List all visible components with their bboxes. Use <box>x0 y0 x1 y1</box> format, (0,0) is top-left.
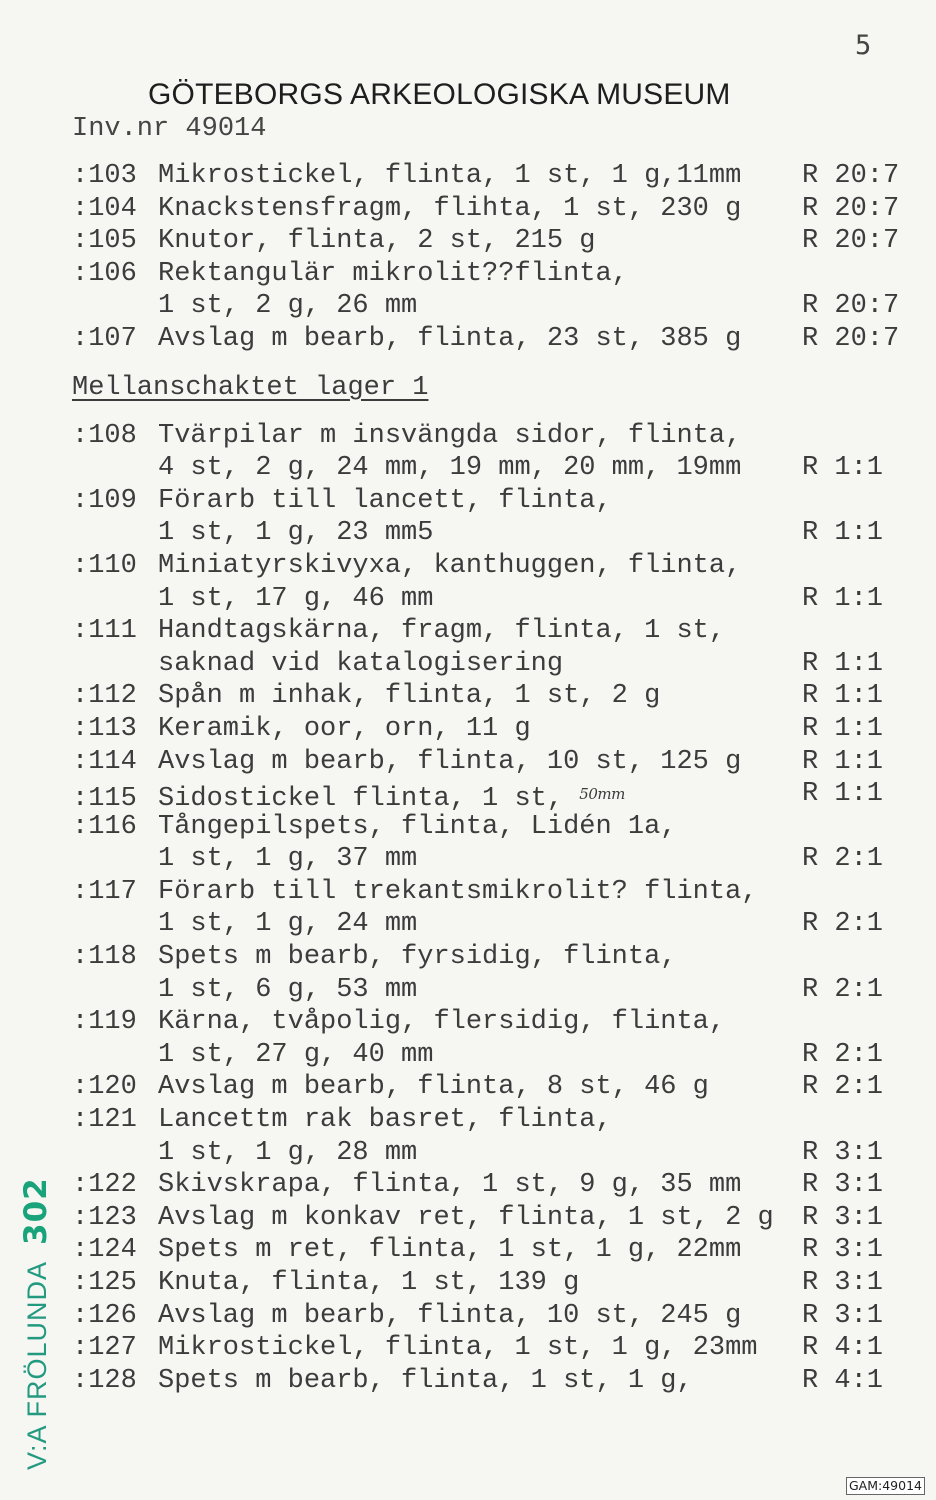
entry-line <box>72 1365 922 1398</box>
entry-number: :120 <box>72 1072 137 1103</box>
entry-line <box>72 941 922 974</box>
entry-number: :109 <box>72 485 137 516</box>
entry-location-ref: R 2:1 <box>802 909 884 940</box>
entry-location-ref: R 1:1 <box>802 779 884 810</box>
entry-description: Spets m bearb, fyrsidig, flinta, <box>158 942 677 973</box>
entry-description: 1 st, 1 g, 28 mm <box>158 1137 418 1168</box>
entry-line <box>72 778 922 815</box>
entry-number: :128 <box>72 1365 137 1396</box>
entry-number: :103 <box>72 161 137 191</box>
entry-number: :108 <box>72 420 137 451</box>
entry-line <box>72 1071 922 1104</box>
entry-line <box>72 746 922 779</box>
site-number: 302 <box>18 1177 54 1245</box>
catalog-entries <box>72 160 922 1397</box>
entry-location-ref: R 20:7 <box>802 323 900 354</box>
section-heading-text: Mellanschaktet lager 1 <box>72 372 429 403</box>
entry-number: :127 <box>72 1333 137 1364</box>
entry-location-ref: R 2:1 <box>802 1039 884 1070</box>
entry-location-ref: R 1:1 <box>802 713 884 744</box>
entry-line <box>72 1332 922 1365</box>
entry-line <box>72 1169 922 1202</box>
handwritten-note: 50mm <box>579 785 625 804</box>
entry-description: Förarb till lancett, flinta, <box>158 485 612 516</box>
entry-number: :117 <box>72 876 137 907</box>
entry-number: :122 <box>72 1170 137 1201</box>
entry-description: Förarb till trekantsmikrolit? flinta, <box>158 876 758 907</box>
section-heading <box>72 356 922 420</box>
entry-location-ref: R 1:1 <box>802 648 884 679</box>
entry-line <box>72 583 922 616</box>
site-stamp <box>18 1177 54 1470</box>
entry-location-ref: R 1:1 <box>802 453 884 484</box>
entry-number: :106 <box>72 258 137 289</box>
entry-description: Knackstensfragm, flihta, 1 st, 230 g <box>158 193 742 224</box>
entry-description: Sidostickel flinta, 1 st, <box>158 784 564 815</box>
entry-number: :118 <box>72 942 137 973</box>
entry-number: :126 <box>72 1300 137 1331</box>
entry-number: :116 <box>72 811 137 842</box>
entry-line <box>72 1104 922 1137</box>
entry-line <box>72 843 922 876</box>
inventory-number: Inv.nr 49014 <box>72 114 267 144</box>
entry-location-ref: R 4:1 <box>802 1333 884 1364</box>
entry-number: :125 <box>72 1268 137 1298</box>
entry-description: saknad vid katalogisering <box>158 648 564 679</box>
entry-number: :113 <box>72 713 137 744</box>
entry-number: :105 <box>72 226 137 257</box>
entry-number: :119 <box>72 1007 137 1038</box>
entry-description: Avslag m bearb, flinta, 10 st, 125 g <box>158 746 742 777</box>
entry-description: 4 st, 2 g, 24 mm, 19 mm, 20 mm, 19mm <box>158 453 742 484</box>
entry-location-ref: R 20:7 <box>802 193 900 224</box>
entry-location-ref: R 1:1 <box>802 583 884 614</box>
entry-line <box>72 258 922 291</box>
entry-line <box>72 1202 922 1235</box>
entry-description: Kärna, tvåpolig, flersidig, flinta, <box>158 1007 726 1038</box>
museum-title: GÖTEBORGS ARKEOLOGISKA MUSEUM <box>148 78 731 111</box>
entry-description: Rektangulär mikrolit??flinta, <box>158 258 628 289</box>
entry-line <box>72 225 922 258</box>
entry-number: :104 <box>72 193 137 224</box>
entry-line <box>72 713 922 746</box>
entry-description: Miniatyrskivyxa, kanthuggen, flinta, <box>158 550 742 581</box>
entry-number: :114 <box>72 746 137 777</box>
entry-description: 1 st, 6 g, 53 mm <box>158 974 418 1005</box>
entry-description: 1 st, 2 g, 26 mm <box>158 291 418 322</box>
entry-description: Spets m bearb, flinta, 1 st, 1 g, <box>158 1365 693 1396</box>
entry-description: Tångepilspets, flinta, Lidén 1a, <box>158 811 677 842</box>
entry-line <box>72 648 922 681</box>
entry-line <box>72 974 922 1007</box>
entry-line <box>72 290 922 323</box>
entry-line <box>72 615 922 648</box>
entry-number: :121 <box>72 1105 137 1136</box>
entry-description: 1 st, 17 g, 46 mm <box>158 583 434 614</box>
entry-line <box>72 452 922 485</box>
entry-location-ref: R 2:1 <box>802 1072 884 1103</box>
entry-description: Spån m inhak, flinta, 1 st, 2 g <box>158 681 661 712</box>
entry-line <box>72 160 922 193</box>
entry-line <box>72 1267 922 1300</box>
entry-description: 1 st, 1 g, 37 mm <box>158 844 418 875</box>
entry-line <box>72 876 922 909</box>
entry-location-ref: R 2:1 <box>802 974 884 1005</box>
entry-description: Knuta, flinta, 1 st, 139 g <box>158 1268 580 1298</box>
entry-location-ref: R 2:1 <box>802 844 884 875</box>
entry-line <box>72 193 922 226</box>
entry-location-ref: R 3:1 <box>802 1170 884 1201</box>
entry-line <box>72 550 922 583</box>
entry-location-ref: R 1:1 <box>802 681 884 712</box>
entry-location-ref: R 20:7 <box>802 226 900 257</box>
entry-description: 1 st, 1 g, 24 mm <box>158 909 418 940</box>
entry-description: Avslag m bearb, flinta, 8 st, 46 g <box>158 1072 709 1103</box>
entry-line <box>72 680 922 713</box>
entry-description: Keramik, oor, orn, 11 g <box>158 713 531 744</box>
entry-description: Tvärpilar m insvängda sidor, flinta, <box>158 420 742 451</box>
entry-line <box>72 485 922 518</box>
entry-description: 1 st, 27 g, 40 mm <box>158 1039 434 1070</box>
entry-line <box>72 1300 922 1333</box>
entry-number: :112 <box>72 681 137 712</box>
entry-location-ref: R 20:7 <box>802 291 900 322</box>
entry-number: :115 <box>72 784 137 815</box>
entry-location-ref: R 20:7 <box>802 161 900 191</box>
entry-line <box>72 420 922 453</box>
entry-description: Knutor, flinta, 2 st, 215 g <box>158 226 596 257</box>
entry-description: Avslag m konkav ret, flinta, 1 st, 2 g <box>158 1202 774 1233</box>
entry-location-ref: R 3:1 <box>802 1202 884 1233</box>
entry-description: Mikrostickel, flinta, 1 st, 1 g,11mm <box>158 161 742 191</box>
entry-description: Avslag m bearb, flinta, 10 st, 245 g <box>158 1300 742 1331</box>
page-number: 5 <box>855 30 872 61</box>
entry-number: :123 <box>72 1202 137 1233</box>
entry-number: :111 <box>72 616 137 647</box>
entry-description: 1 st, 1 g, 23 mm5 <box>158 518 434 549</box>
entry-number: :110 <box>72 550 137 581</box>
entry-location-ref: R 1:1 <box>802 518 884 549</box>
entry-description: Handtagskärna, fragm, flinta, 1 st, <box>158 616 726 647</box>
entry-location-ref: R 3:1 <box>802 1300 884 1331</box>
entry-description: Lancettm rak basret, flinta, <box>158 1105 612 1136</box>
entry-location-ref: R 4:1 <box>802 1365 884 1396</box>
entry-line <box>72 908 922 941</box>
entry-number: :107 <box>72 323 137 354</box>
site-name: V:A FRÖLUNDA <box>22 1260 52 1470</box>
entry-description: Avslag m bearb, flinta, 23 st, 385 g <box>158 323 742 354</box>
entry-location-ref: R 1:1 <box>802 746 884 777</box>
entry-line <box>72 1039 922 1072</box>
entry-line <box>72 517 922 550</box>
entry-location-ref: R 3:1 <box>802 1137 884 1168</box>
entry-line <box>72 323 922 356</box>
entry-line <box>72 1137 922 1170</box>
entry-description: Skivskrapa, flinta, 1 st, 9 g, 35 mm <box>158 1170 742 1201</box>
entry-location-ref: R 3:1 <box>802 1268 884 1298</box>
entry-number: :124 <box>72 1235 137 1266</box>
entry-line <box>72 1234 922 1267</box>
entry-location-ref: R 3:1 <box>802 1235 884 1266</box>
entry-line <box>72 1006 922 1039</box>
entry-description: Mikrostickel, flinta, 1 st, 1 g, 23mm <box>158 1333 758 1364</box>
catalog-id-stamp: GAM:49014 <box>846 1477 925 1495</box>
entry-description: Spets m ret, flinta, 1 st, 1 g, 22mm <box>158 1235 742 1266</box>
entry-line <box>72 811 922 844</box>
